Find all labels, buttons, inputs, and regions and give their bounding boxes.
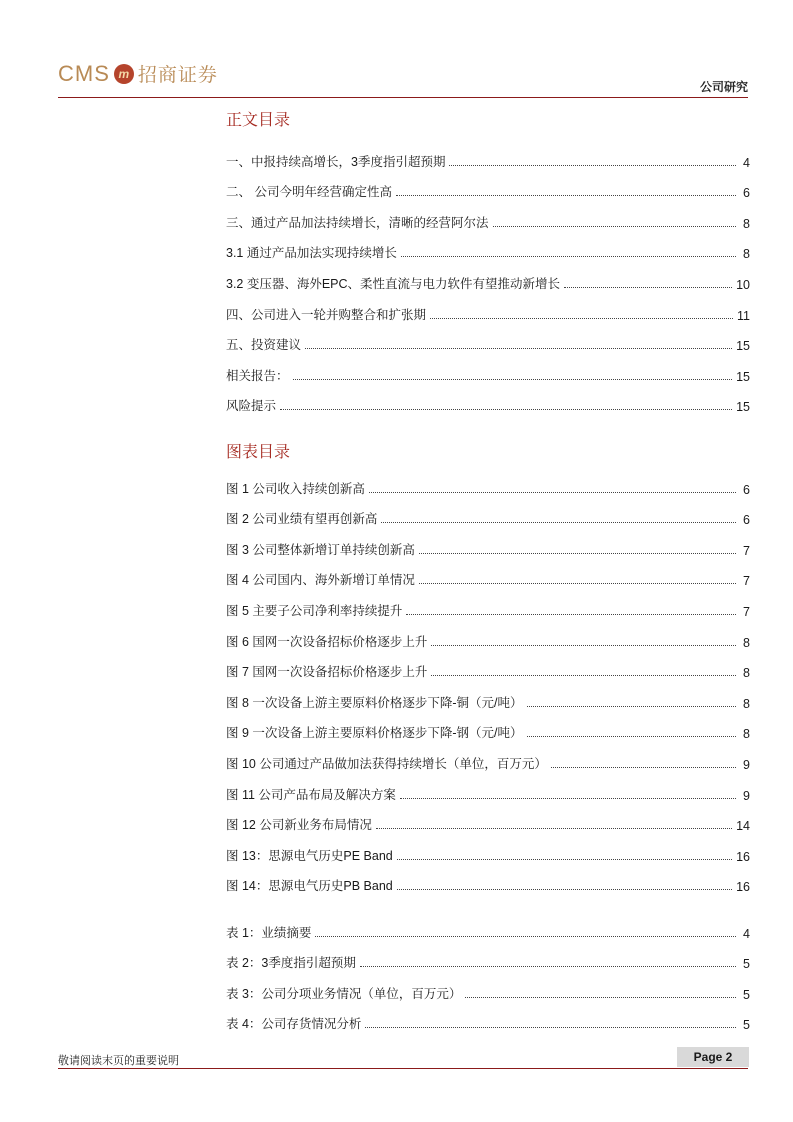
toc-entry-label: 图 11 公司产品布局及解决方案 <box>226 787 396 802</box>
toc-entry-leader <box>430 317 733 319</box>
toc-entry-label: 三、通过产品加法持续增长，清晰的经营阿尔法 <box>226 215 489 230</box>
header-divider <box>58 97 748 98</box>
toc-entry-leader <box>315 935 736 937</box>
toc-entry[interactable] <box>226 139 750 170</box>
toc-entry[interactable] <box>226 910 750 941</box>
toc-main-list <box>226 139 750 414</box>
toc-entry-page: 8 <box>743 727 750 742</box>
toc-entry[interactable] <box>226 772 750 803</box>
toc-entry-label: 图 3 公司整体新增订单持续创新高 <box>226 542 415 557</box>
toc-entry[interactable] <box>226 650 750 681</box>
logo-mark-icon: m <box>114 64 134 84</box>
toc-entry-page: 9 <box>743 757 750 772</box>
report-type-label: 公司研究 <box>699 80 748 94</box>
toc-entry-label: 图 14：思源电气历史PB Band <box>226 879 393 894</box>
toc-figures-list <box>226 466 750 894</box>
toc-entry-page: 11 <box>737 308 750 323</box>
toc-entry-leader <box>527 735 736 737</box>
toc-entry[interactable] <box>226 741 750 772</box>
toc-entry-page: 8 <box>743 635 750 650</box>
toc-entry[interactable] <box>226 466 750 497</box>
toc-entry-label: 二、 公司今明年经营确定性高 <box>226 185 392 200</box>
toc-entry[interactable] <box>226 833 750 864</box>
toc-entry-leader <box>564 286 732 288</box>
toc-entry-page: 8 <box>743 666 750 681</box>
toc-entry[interactable] <box>226 1002 750 1033</box>
toc-entry-leader <box>431 674 736 676</box>
toc-entry-page: 6 <box>743 513 750 528</box>
toc-entry-leader <box>431 644 736 646</box>
toc-entry-page: 15 <box>736 339 750 354</box>
toc-entry[interactable] <box>226 353 750 384</box>
toc-entry-page: 15 <box>736 369 750 384</box>
toc-entry-label: 表 1：业绩摘要 <box>226 925 312 940</box>
toc-entry-page: 16 <box>736 849 750 864</box>
toc-entry-label: 图 4 公司国内、海外新增订单情况 <box>226 573 415 588</box>
toc-entry-label: 表 2：3季度指引超预期 <box>226 956 356 971</box>
cms-logo <box>58 60 218 87</box>
toc-entry-page: 16 <box>736 880 750 895</box>
toc-entry[interactable] <box>226 527 750 558</box>
toc-entry-label: 四、公司进入一轮并购整合和扩张期 <box>226 307 427 322</box>
toc-entry[interactable] <box>226 864 750 895</box>
toc-entry-label: 图 8 一次设备上游主要原料价格逐步下降-铜（元/吨） <box>226 695 523 710</box>
toc-entry[interactable] <box>226 558 750 589</box>
toc-entry-label: 表 4：公司存货情况分析 <box>226 1017 362 1032</box>
toc-entry-leader <box>551 766 736 768</box>
toc-entry-leader <box>381 521 736 523</box>
toc-entry-label: 图 1 公司收入持续创新高 <box>226 481 365 496</box>
toc-entry[interactable] <box>226 588 750 619</box>
toc-entry-leader <box>419 582 736 584</box>
toc-entry[interactable] <box>226 292 750 323</box>
toc-entry-label: 图 10 公司通过产品做加法获得持续增长（单位，百万元） <box>226 756 547 771</box>
toc-entry-leader <box>527 705 736 707</box>
toc-entry-page: 5 <box>743 987 750 1002</box>
toc-entry-page: 8 <box>743 216 750 231</box>
toc-entry-page: 8 <box>743 696 750 711</box>
toc-entry-page: 4 <box>743 155 750 170</box>
toc-entry-label: 图 5 主要子公司净利率持续提升 <box>226 603 403 618</box>
toc-entry-page: 5 <box>743 957 750 972</box>
toc-main-title: 正文目录 <box>226 112 291 129</box>
toc-entry[interactable] <box>226 619 750 650</box>
logo-text: CMS <box>58 60 110 86</box>
toc-entry-leader <box>293 378 733 380</box>
toc-entry-label: 图 7 国网一次设备招标价格逐步上升 <box>226 665 428 680</box>
toc-entry-label: 3.1 通过产品加法实现持续增长 <box>226 246 397 261</box>
toc-entry-page: 7 <box>743 574 750 589</box>
toc-entry-label: 图 12 公司新业务布局情况 <box>226 818 372 833</box>
footer-divider <box>58 1068 748 1069</box>
toc-entry-label: 图 13：思源电气历史PE Band <box>226 848 393 863</box>
toc-entry-page: 6 <box>743 482 750 497</box>
toc-entry-leader <box>305 347 732 349</box>
toc-entry[interactable] <box>226 711 750 742</box>
toc-entry-page: 15 <box>736 400 750 415</box>
toc-entry[interactable] <box>226 231 750 262</box>
toc-entry-leader <box>280 408 732 410</box>
toc-entry[interactable] <box>226 680 750 711</box>
toc-entry-leader <box>397 888 732 890</box>
toc-tables-list <box>226 910 750 1032</box>
toc-entry-page: 7 <box>743 543 750 558</box>
toc-entry-page: 10 <box>736 277 750 292</box>
toc-entry[interactable] <box>226 323 750 354</box>
toc-entry-label: 表 3：公司分项业务情况（单位，百万元） <box>226 986 462 1001</box>
footer-disclaimer: 敬请阅读末页的重要说明 <box>58 1055 179 1067</box>
toc-entry-leader <box>493 225 736 227</box>
toc-entry[interactable] <box>226 170 750 201</box>
page-number-badge: Page 2 <box>677 1047 749 1067</box>
toc-figures-title: 图表目录 <box>226 444 291 461</box>
toc-entry-page: 9 <box>743 788 750 803</box>
toc-entry[interactable] <box>226 803 750 834</box>
toc-entry[interactable] <box>226 941 750 972</box>
toc-entry-label: 图 2 公司业绩有望再创新高 <box>226 512 378 527</box>
toc-entry-page: 4 <box>743 926 750 941</box>
toc-entry-leader <box>376 827 732 829</box>
toc-entry-leader <box>465 996 736 998</box>
toc-entry-leader <box>360 965 736 967</box>
toc-entry-label: 风险提示 <box>226 399 277 414</box>
toc-entry[interactable] <box>226 497 750 528</box>
toc-entry[interactable] <box>226 971 750 1002</box>
toc-entry[interactable] <box>226 200 750 231</box>
toc-entry-leader <box>397 858 732 860</box>
toc-entry-leader <box>401 255 736 257</box>
toc-entry-label: 图 6 国网一次设备招标价格逐步上升 <box>226 634 428 649</box>
toc-entry-leader <box>406 613 736 615</box>
toc-entry-leader <box>400 797 736 799</box>
toc-entry-label: 相关报告： <box>226 368 289 383</box>
toc-entry-page: 5 <box>743 1018 750 1033</box>
toc-entry-page: 14 <box>736 819 750 834</box>
toc-entry-label: 五、投资建议 <box>226 338 302 353</box>
logo-chinese-name: 招商证券 <box>137 64 218 86</box>
toc-entry-page: 8 <box>743 247 750 262</box>
toc-entry-leader <box>369 491 736 493</box>
page-header <box>58 58 748 98</box>
toc-entry-label: 3.2 变压器、海外EPC、柔性直流与电力软件有望推动新增长 <box>226 276 561 291</box>
toc-entry[interactable] <box>226 261 750 292</box>
toc-entry-page: 7 <box>743 604 750 619</box>
toc-entry-label: 一、中报持续高增长，3季度指引超预期 <box>226 154 446 169</box>
toc-entry-leader <box>449 164 736 166</box>
toc-entry-leader <box>419 552 736 554</box>
toc-entry[interactable] <box>226 384 750 415</box>
toc-entry-page: 6 <box>743 186 750 201</box>
toc-entry-leader <box>396 194 736 196</box>
toc-entry-leader <box>365 1026 736 1028</box>
toc-entry-label: 图 9 一次设备上游主要原料价格逐步下降-钢（元/吨） <box>226 726 523 741</box>
